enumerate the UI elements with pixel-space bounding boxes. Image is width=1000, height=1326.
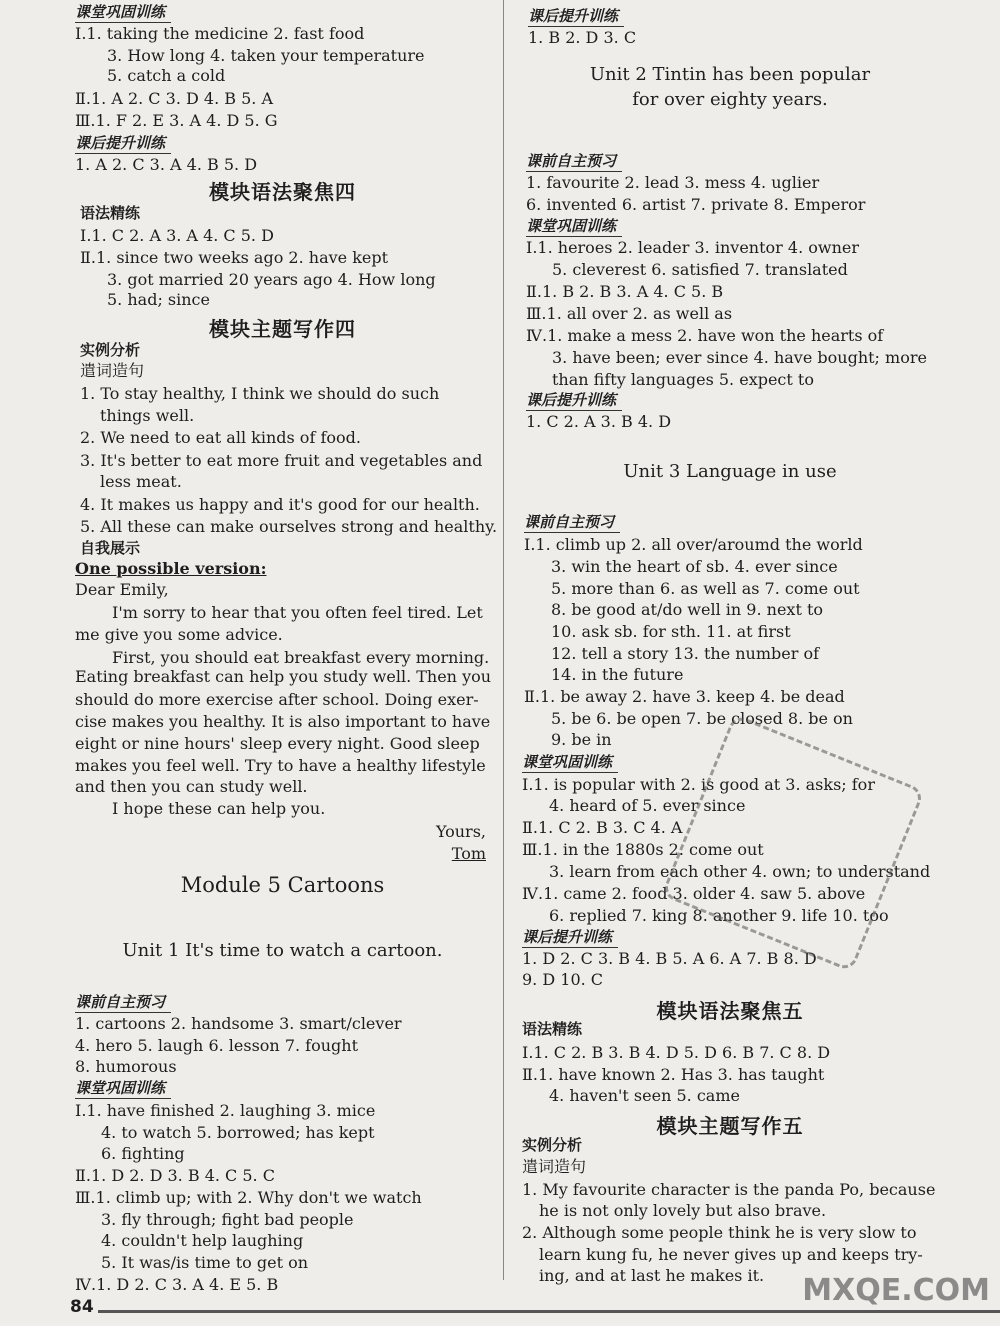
answer-line: Ⅰ.1. climb up 2. all over/aroumd the world	[524, 535, 863, 554]
answer-line: 3. got married 20 years ago 4. How long	[107, 270, 436, 289]
module-heading: 模块语法聚焦五	[656, 999, 804, 1023]
sub-label: 自我展示	[80, 539, 141, 557]
answer-line: 6. invented 6. artist 7. private 8. Emperor	[526, 195, 866, 214]
answer-line: 1. favourite 2. lead 3. mess 4. uglier	[526, 173, 820, 192]
unit-title: Unit 1 It's time to watch a cartoon.	[122, 940, 443, 961]
answer-line: 9. D 10. C	[522, 970, 604, 989]
answer-line: 5. more than 6. as well as 7. come out	[551, 579, 860, 598]
answer-line: I hope these can help you.	[112, 799, 326, 818]
answer-line: than fifty languages 5. expect to	[552, 370, 814, 389]
answer-line: ing, and at last he makes it.	[539, 1266, 765, 1285]
answer-line: makes you feel well. Try to have a healthy lifestyle	[75, 756, 486, 775]
answer-line: 3. How long 4. taken your temperature	[107, 46, 425, 65]
answer-line: 5. It was/is time to get on	[101, 1253, 309, 1272]
sub-label: 语法精练	[522, 1020, 583, 1038]
answer-line: things well.	[100, 406, 195, 425]
answer-line: 3. learn from each other 4. own; to understand	[549, 862, 931, 881]
sub-label: 实例分析	[522, 1136, 583, 1154]
answer-line: 8. humorous	[75, 1057, 177, 1076]
answer-line: 1. C 2. A 3. B 4. D	[526, 412, 672, 431]
answer-line: Ⅰ.1. C 2. B 3. B 4. D 5. D 6. B 7. C 8. D	[522, 1043, 831, 1062]
section-label: 课前自主预习	[524, 512, 620, 533]
sub-label: 语法精练	[80, 204, 141, 222]
section-label: 课堂巩固训练	[522, 752, 618, 773]
answer-line: Ⅰ.1. have finished 2. laughing 3. mice	[75, 1101, 376, 1120]
module-heading: 模块语法聚焦四	[209, 180, 356, 204]
answer-line: Ⅱ.1. A 2. C 3. D 4. B 5. A	[75, 89, 273, 108]
section-label: 课后提升训练	[75, 133, 171, 154]
answer-line: 遣词造句	[522, 1157, 587, 1176]
unit-title-line2: for over eighty years.	[632, 89, 828, 110]
answer-line: Ⅲ.1. F 2. E 3. A 4. D 5. G	[75, 111, 278, 130]
answer-line: Ⅱ.1. C 2. B 3. C 4. A	[522, 818, 683, 837]
answer-line: Ⅲ.1. all over 2. as well as	[526, 304, 733, 323]
answer-line: 4. haven't seen 5. came	[549, 1086, 740, 1105]
answer-line: he is not only lovely but also brave.	[539, 1201, 827, 1220]
answer-line: 3. have been; ever since 4. have bought; more	[552, 348, 927, 367]
answer-line: learn kung fu, he never gives up and keeps try-	[539, 1245, 923, 1264]
section-label: 课后提升训练	[528, 6, 624, 27]
answer-line: 5. be 6. be open 7. be closed 8. be on	[551, 709, 853, 728]
module-title: Module 5 Cartoons	[180, 873, 385, 897]
answer-line: Ⅲ.1. in the 1880s 2. come out	[522, 840, 764, 859]
module-heading: 模块主题写作四	[209, 317, 356, 341]
column-divider	[503, 0, 504, 1280]
answer-line: Ⅱ.1. D 2. D 3. B 4. C 5. C	[75, 1166, 275, 1185]
answer-line: and then you can study well.	[75, 777, 308, 796]
answer-line: 2. Although some people think he is very slow to	[522, 1223, 917, 1242]
answer-line: 4. heard of 5. ever since	[549, 796, 746, 815]
answer-line: me give you some advice.	[75, 625, 283, 644]
stamp-mark	[661, 714, 925, 973]
answer-line: 1. D 2. C 3. B 4. B 5. A 6. A 7. B 8. D	[522, 949, 817, 968]
answer-line: One possible version:	[75, 559, 267, 578]
module-heading: 模块主题写作五	[656, 1114, 804, 1138]
section-label: 课堂巩固训练	[75, 1078, 171, 1099]
answer-line: 4. couldn't help laughing	[101, 1231, 304, 1250]
answer-line: 3. win the heart of sb. 4. ever since	[551, 557, 838, 576]
section-label: 课前自主预习	[75, 992, 171, 1013]
answer-line: Ⅳ.1. D 2. C 3. A 4. E 5. B	[75, 1275, 279, 1294]
answer-line: First, you should eat breakfast every morning.	[112, 648, 490, 667]
answer-line: 12. tell a story 13. the number of	[551, 644, 820, 663]
letter-signature: Tom	[451, 844, 486, 863]
answer-line: Ⅰ.1. heroes 2. leader 3. inventor 4. owner	[526, 238, 859, 257]
answer-line: 2. We need to eat all kinds of food.	[80, 428, 361, 447]
answer-line: Ⅰ.1. is popular with 2. is good at 3. asks; for	[522, 775, 875, 794]
section-label: 课堂巩固训练	[75, 2, 171, 23]
answer-line: Ⅰ.1. C 2. A 3. A 4. C 5. D	[80, 226, 274, 245]
answer-line: 1. cartoons 2. handsome 3. smart/clever	[75, 1014, 402, 1033]
answer-line: 6. fighting	[101, 1144, 185, 1163]
answer-line: Ⅱ.1. have known 2. Has 3. has taught	[522, 1065, 825, 1084]
answer-line: 5. had; since	[107, 290, 210, 309]
answer-line: Ⅱ.1. be away 2. have 3. keep 4. be dead	[524, 687, 845, 706]
footer-line	[75, 1310, 1000, 1313]
section-label: 课后提升训练	[522, 927, 618, 948]
answer-line: less meat.	[100, 472, 182, 491]
answer-line: eight or nine hours' sleep every night. Good sleep	[75, 734, 480, 753]
answer-line: 4. It makes us happy and it's good for our health.	[80, 495, 480, 514]
answer-line: 3. fly through; fight bad people	[101, 1210, 354, 1229]
answer-line: 1. A 2. C 3. A 4. B 5. D	[75, 155, 258, 174]
watermark-logo: MXQE.COM	[802, 1273, 990, 1308]
answer-line: Ⅳ.1. came 2. food 3. older 4. saw 5. above	[522, 884, 866, 903]
answer-line: Ⅱ.1. since two weeks ago 2. have kept	[80, 248, 389, 267]
answer-line: 遣词造句	[80, 361, 145, 380]
answer-line: 8. be good at/do well in 9. next to	[551, 600, 824, 619]
page-number: 84	[70, 1297, 98, 1317]
answer-line: 5. All these can make ourselves strong and healthy.	[80, 517, 498, 536]
answer-line: 10. ask sb. for sth. 11. at first	[551, 622, 791, 641]
unit-title: Unit 3 Language in use	[623, 461, 837, 482]
answer-line: 14. in the future	[551, 665, 684, 684]
answer-line: I'm sorry to hear that you often feel tired. Let	[112, 603, 483, 622]
section-label: 课堂巩固训练	[526, 216, 622, 237]
answer-line: 6. replied 7. king 8. another 9. life 10. too	[549, 906, 889, 925]
answer-line: Eating breakfast can help you study well. Then you	[75, 667, 492, 686]
answer-line: Ⅰ.1. taking the medicine 2. fast food	[75, 24, 365, 43]
answer-line: 5. cleverest 6. satisfied 7. translated	[552, 260, 848, 279]
answer-line: 1. To stay healthy, I think we should do such	[80, 384, 440, 403]
answer-line: Ⅱ.1. B 2. B 3. A 4. C 5. B	[526, 282, 724, 301]
section-label: 课后提升训练	[526, 390, 622, 411]
answer-line: 1. My favourite character is the panda Po, because	[522, 1180, 936, 1199]
answer-line: Ⅲ.1. climb up; with 2. Why don't we watch	[75, 1188, 422, 1207]
answer-line: cise makes you healthy. It is also important to have	[75, 712, 491, 731]
letter-closing: Yours,	[435, 822, 486, 841]
answer-line: Dear Emily,	[75, 580, 169, 599]
sub-label: 实例分析	[80, 341, 141, 359]
answer-line: 9. be in	[551, 730, 612, 749]
answer-line: 5. catch a cold	[107, 66, 226, 85]
section-label: 课前自主预习	[526, 151, 622, 172]
answer-line: Ⅳ.1. make a mess 2. have won the hearts of	[526, 326, 884, 345]
answer-line: 1. B 2. D 3. C	[528, 28, 637, 47]
answer-line: 4. hero 5. laugh 6. lesson 7. fought	[75, 1036, 359, 1055]
answer-line: 4. to watch 5. borrowed; has kept	[101, 1123, 375, 1142]
answer-line: 3. It's better to eat more fruit and vegetables and	[80, 451, 483, 470]
unit-title: Unit 2 Tintin has been popular	[589, 64, 871, 85]
answer-line: should do more exercise after school. Doing exer-	[75, 690, 479, 709]
